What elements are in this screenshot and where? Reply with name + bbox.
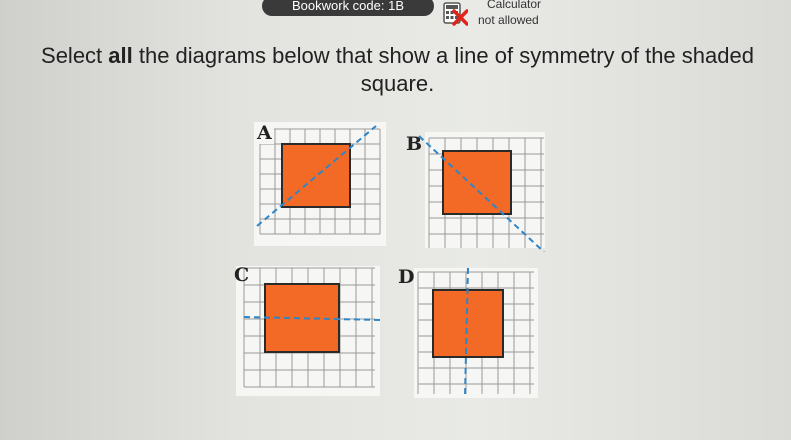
bookwork-code: Bookwork code: 1B xyxy=(262,0,434,16)
question-emphasis: all xyxy=(108,43,133,68)
shaded-square xyxy=(443,151,511,214)
option-c[interactable] xyxy=(232,262,380,396)
option-label: A xyxy=(257,122,272,144)
option-label: B xyxy=(406,133,423,155)
calculator-not-allowed-icon xyxy=(440,2,468,26)
question-prefix: Select xyxy=(41,43,109,68)
option-a-diagram xyxy=(254,122,386,246)
calculator-status: not allowed xyxy=(478,13,539,27)
calculator-title: Calculator xyxy=(487,0,542,11)
option-a[interactable] xyxy=(254,122,386,246)
header-bar xyxy=(0,0,791,34)
option-d[interactable] xyxy=(398,266,538,398)
option-label: C xyxy=(234,264,250,286)
question-text xyxy=(4,42,791,98)
option-b[interactable] xyxy=(405,132,545,252)
option-d-diagram xyxy=(398,266,538,398)
option-b-diagram xyxy=(405,132,545,252)
option-label: D xyxy=(398,266,415,288)
option-c-diagram xyxy=(232,262,380,396)
question-suffix: the diagrams below that show a line of symmetry of the shaded square. xyxy=(132,43,754,96)
